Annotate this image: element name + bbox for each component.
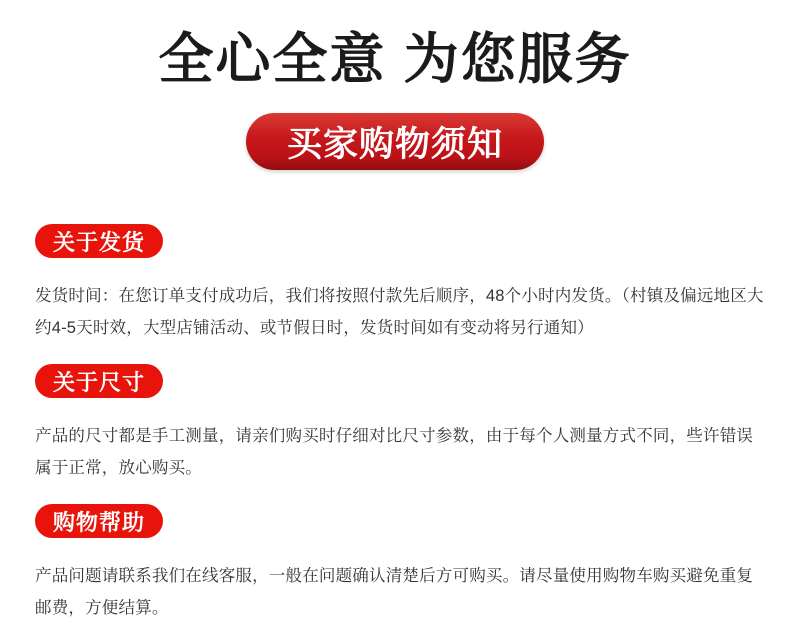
buyer-notice-page [0, 22, 790, 629]
section-body-shipping: 发货时间：在您订单支付成功后，我们将按照付款先后顺序，48个小时内发货。（村镇及偏远地区大约4-5天时效，大型店铺活动、或节假日时，发货时间如有变动将另行通知） [35, 287, 764, 337]
notice-content [35, 224, 765, 624]
section-label-shipping: 关于发货 [35, 224, 163, 258]
section-size [35, 364, 765, 484]
section-label-help: 购物帮助 [35, 504, 163, 538]
section-help [35, 504, 765, 624]
buyer-notice-banner [246, 113, 544, 170]
page-title: 全心全意 为您服务 [158, 28, 632, 90]
section-body-size: 产品的尺寸都是手工测量，请亲们购买时仔细对比尺寸参数，由于每个人测量方式不同，些许错误属于正常，放心购买。 [35, 427, 754, 477]
section-shipping [35, 224, 765, 344]
section-body-help: 产品问题请联系我们在线客服，一般在问题确认清楚后方可购买。请尽量使用购物车购买避免重复邮费，方便结算。 [35, 567, 754, 617]
section-label-size: 关于尺寸 [35, 364, 163, 398]
buyer-notice-banner-label: 买家购物须知 [286, 124, 503, 164]
